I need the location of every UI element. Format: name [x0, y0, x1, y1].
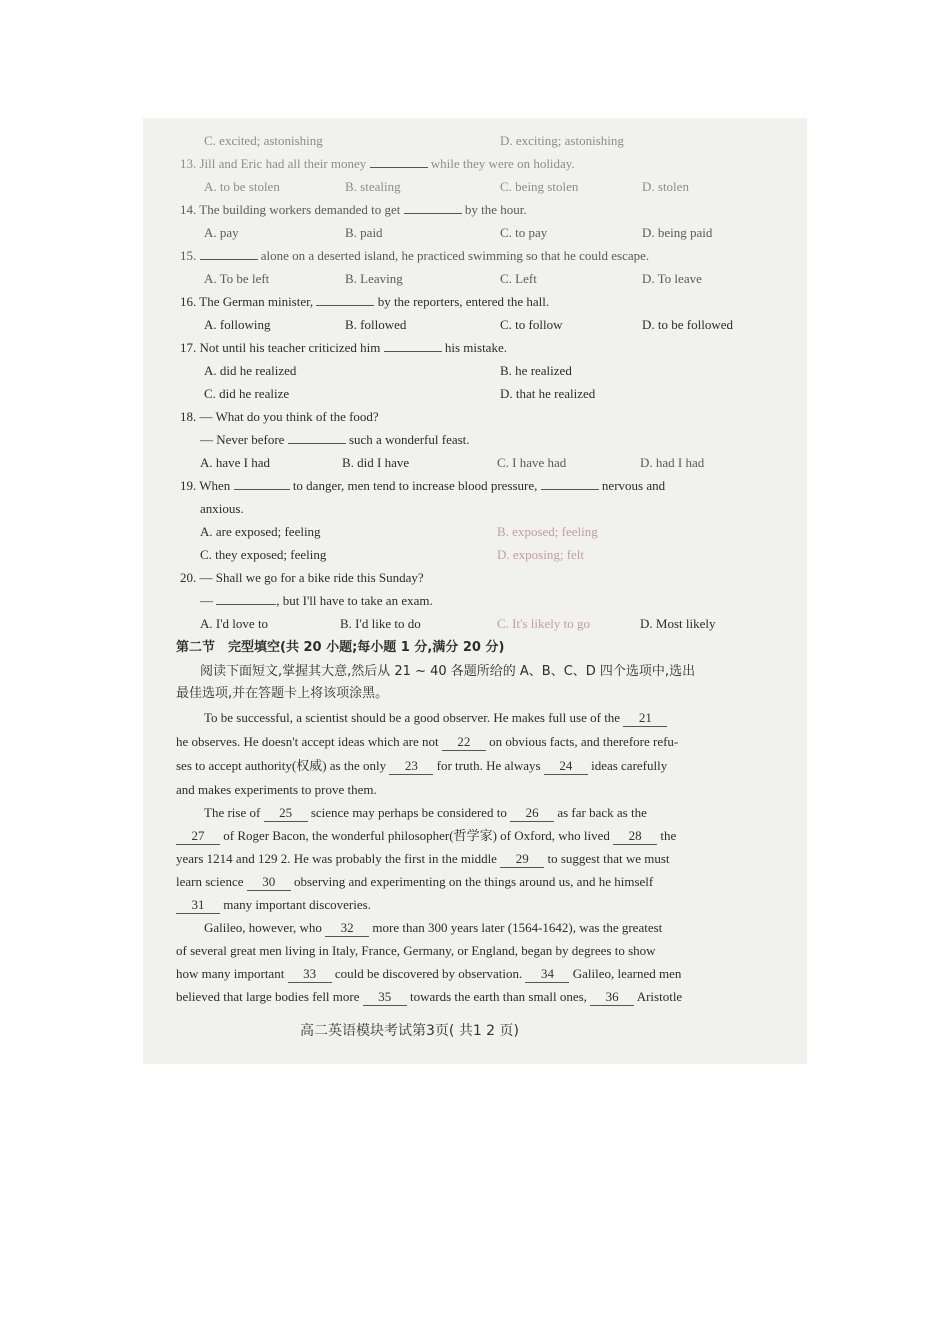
q15-option-b: B. Leaving — [345, 271, 403, 286]
blank-27: 27 — [176, 828, 220, 845]
blank-25: 25 — [264, 805, 308, 822]
q18-option-c: C. I have had — [497, 455, 567, 470]
blank-32: 32 — [325, 920, 369, 937]
passage-line: ses to accept authority(权威) as the only 23 for truth. He always 24 ideas carefully — [176, 758, 668, 773]
blank-29: 29 — [500, 851, 544, 868]
q13-stem: 13. Jill and Eric had all their money while they were on holiday. — [180, 156, 575, 171]
blank-24: 24 — [544, 758, 588, 775]
q20-line2: — , but I'll have to take an exam. — [200, 593, 433, 608]
q17-option-b: B. he realized — [500, 363, 572, 378]
q17-option-a: A. did he realized — [204, 363, 297, 378]
passage-line: and makes experiments to prove them. — [176, 782, 377, 797]
blank-23: 23 — [389, 758, 433, 775]
blank-33: 33 — [288, 966, 332, 983]
q15-option-c: C. Left — [500, 271, 537, 286]
q17-option-d: D. that he realized — [500, 386, 596, 401]
passage-line: how many important 33 could be discovered by observation. 34 Galileo, learned men — [176, 966, 682, 981]
q12-option-c: C. excited; astonishing — [204, 133, 323, 148]
q13-option-b: B. stealing — [345, 179, 401, 194]
q18-option-a: A. have I had — [200, 455, 271, 470]
q17-option-c: C. did he realize — [204, 386, 290, 401]
q13-option-a: A. to be stolen — [204, 179, 280, 194]
page-footer: 高二英语模块考试第3页( 共1 2 页) — [300, 1023, 519, 1039]
section-instructions-1: 阅读下面短文,掌握其大意,然后从 21 ~ 40 各题所给的 A、B、C、D 四个选项中,选出 — [200, 664, 696, 679]
blank-34: 34 — [525, 966, 569, 983]
q19-option-d: D. exposing; felt — [497, 547, 585, 562]
q18-line2: — Never before such a wonderful feast. — [200, 432, 470, 447]
q13-option-d: D. stolen — [642, 179, 689, 194]
passage-line: believed that large bodies fell more 35 towards the earth than small ones, 36 Aristotle — [176, 989, 683, 1004]
q15-option-a: A. To be left — [204, 271, 270, 286]
q20-option-b: B. I'd like to do — [340, 616, 421, 631]
blank-22: 22 — [442, 734, 486, 751]
blank-21: 21 — [623, 710, 667, 727]
q16-option-d: D. to be followed — [642, 317, 733, 332]
q19-option-b: B. exposed; feeling — [497, 524, 598, 539]
passage-line: years 1214 and 129 2. He was probably the first in the middle 29 to suggest that we must — [176, 851, 670, 866]
q17-stem: 17. Not until his teacher criticized him his mistake. — [180, 340, 507, 355]
q16-option-c: C. to follow — [500, 317, 563, 332]
q20-line1: 20. — Shall we go for a bike ride this Sunday? — [180, 570, 424, 585]
passage-line: he observes. He doesn't accept ideas which are not 22 on obvious facts, and therefore refu- — [176, 734, 679, 749]
q19-option-a: A. are exposed; feeling — [200, 524, 321, 539]
q16-option-a: A. following — [204, 317, 271, 332]
q15-option-d: D. To leave — [642, 271, 702, 286]
q12-option-d: D. exciting; astonishing — [500, 133, 624, 148]
q14-option-a: A. pay — [204, 225, 239, 240]
q20-option-d: D. Most likely — [640, 616, 716, 631]
q16-stem: 16. The German minister, by the reporters, entered the hall. — [180, 294, 550, 309]
blank-28: 28 — [613, 828, 657, 845]
blank-36: 36 — [590, 989, 634, 1006]
passage-line: 31 many important discoveries. — [176, 897, 371, 914]
blank-26: 26 — [510, 805, 554, 822]
blank-35: 35 — [363, 989, 407, 1006]
q19-stem: 19. When to danger, men tend to increase blood pressure, nervous and — [180, 478, 666, 493]
q19-stem-cont: anxious. — [200, 501, 244, 516]
q14-option-c: C. to pay — [500, 225, 548, 240]
q16-option-b: B. followed — [345, 317, 407, 332]
passage-line: To be successful, a scientist should be a good observer. He makes full use of the 21 — [204, 710, 667, 727]
blank-31: 31 — [176, 897, 220, 914]
q18-line1: 18. — What do you think of the food? — [180, 409, 379, 424]
q18-option-d: D. had I had — [640, 455, 705, 470]
passage-line: of several great men living in Italy, France, Germany, or England, began by degrees to show — [176, 943, 656, 958]
q13-option-c: C. being stolen — [500, 179, 579, 194]
section-instructions-2: 最佳选项,并在答题卡上将该项涂黑。 — [176, 686, 389, 701]
passage-line: The rise of 25 science may perhaps be considered to 26 as far back as the — [204, 805, 647, 820]
q14-option-b: B. paid — [345, 225, 383, 240]
q15-stem: 15. alone on a deserted island, he practiced swimming so that he could escape. — [180, 248, 650, 263]
blank-30: 30 — [247, 874, 291, 891]
q19-option-c: C. they exposed; feeling — [200, 547, 327, 562]
q18-option-b: B. did I have — [342, 455, 410, 470]
section-heading: 第二节 完型填空(共 20 小题;每小题 1 分,满分 20 分) — [176, 640, 505, 655]
passage-line: Galileo, however, who 32 more than 300 years later (1564-1642), was the greatest — [204, 920, 663, 935]
q20-option-c: C. It's likely to go — [497, 616, 590, 631]
passage-line: learn science 30 observing and experimenting on the things around us, and he himself — [176, 874, 654, 889]
q14-option-d: D. being paid — [642, 225, 713, 240]
q20-option-a: A. I'd love to — [200, 616, 269, 631]
passage-line: 27 of Roger Bacon, the wonderful philosopher(哲学家) of Oxford, who lived 28 the — [176, 828, 676, 845]
q14-stem: 14. The building workers demanded to get by the hour. — [180, 202, 527, 217]
